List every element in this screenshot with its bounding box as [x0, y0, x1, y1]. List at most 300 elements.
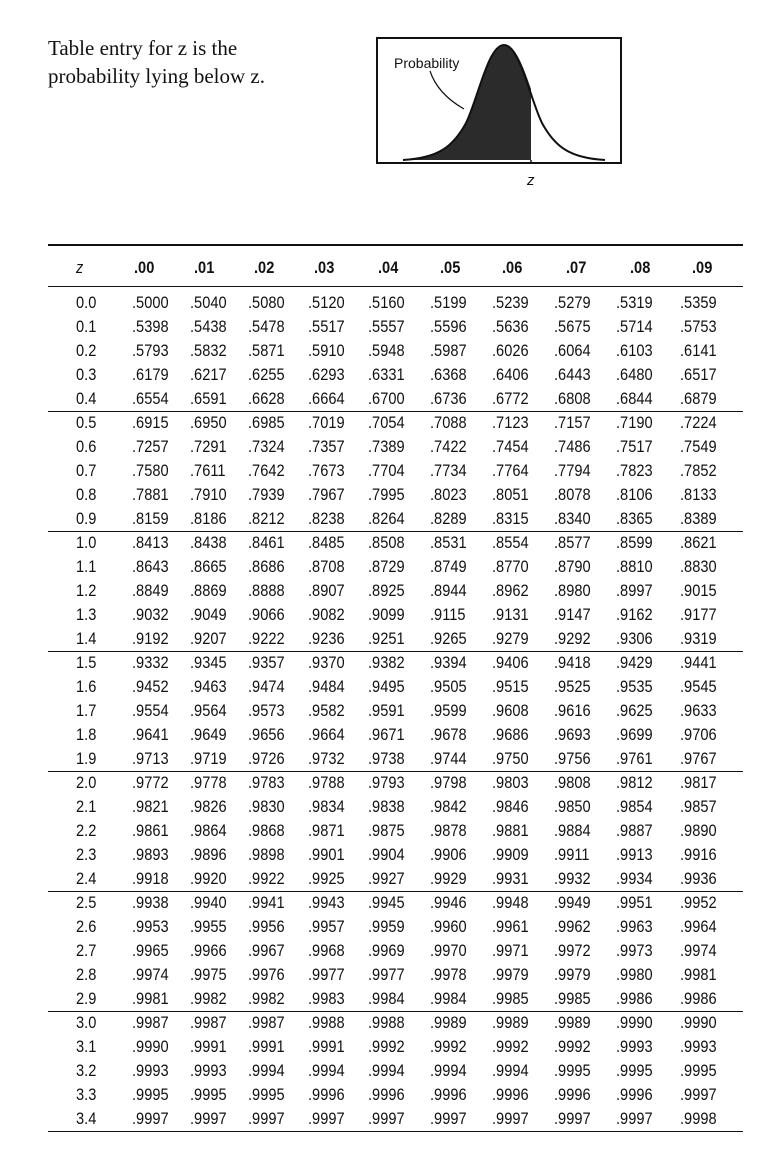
z-value-cell: 0.7	[76, 461, 97, 480]
probability-cell: .9920	[190, 869, 227, 888]
probability-cell: .8315	[492, 509, 529, 528]
probability-cell: .7823	[616, 461, 653, 480]
z-value-cell: 0.6	[76, 437, 97, 456]
probability-cell: .6844	[616, 389, 653, 408]
probability-cell: .7704	[368, 461, 405, 480]
z-value-cell: 2.6	[76, 917, 97, 936]
probability-cell: .9994	[308, 1061, 345, 1080]
probability-cell: .9370	[308, 653, 345, 672]
header-col: .07	[566, 258, 587, 277]
group-divider-rule	[48, 1011, 743, 1012]
probability-cell: .9838	[368, 797, 405, 816]
probability-cell: .9957	[308, 917, 345, 936]
probability-cell: .8770	[492, 557, 529, 576]
probability-cell: .9963	[616, 917, 653, 936]
probability-cell: .9960	[430, 917, 467, 936]
probability-cell: .9992	[368, 1037, 405, 1056]
probability-cell: .8186	[190, 509, 227, 528]
probability-cell: .9441	[680, 653, 717, 672]
probability-cell: .9993	[190, 1061, 227, 1080]
probability-cell: .9998	[680, 1109, 717, 1128]
probability-cell: .9981	[680, 965, 717, 984]
probability-cell: .5948	[368, 341, 405, 360]
probability-cell: .7422	[430, 437, 467, 456]
probability-cell: .9633	[680, 701, 717, 720]
probability-cell: .9991	[248, 1037, 285, 1056]
probability-cell: .8686	[248, 557, 285, 576]
probability-cell: .9177	[680, 605, 717, 624]
probability-cell: .9931	[492, 869, 529, 888]
probability-cell: .9996	[492, 1085, 529, 1104]
probability-cell: .9959	[368, 917, 405, 936]
probability-cell: .9406	[492, 653, 529, 672]
z-value-cell: 0.4	[76, 389, 97, 408]
probability-cell: .9162	[616, 605, 653, 624]
probability-cell: .9992	[430, 1037, 467, 1056]
probability-cell: .8531	[430, 533, 467, 552]
probability-cell: .9997	[190, 1109, 227, 1128]
probability-cell: .7881	[132, 485, 169, 504]
probability-cell: .9772	[132, 773, 169, 792]
probability-cell: .9463	[190, 677, 227, 696]
probability-cell: .8907	[308, 581, 345, 600]
probability-cell: .9997	[680, 1085, 717, 1104]
probability-cell: .9878	[430, 821, 467, 840]
probability-cell: .9961	[492, 917, 529, 936]
table-row	[48, 844, 743, 868]
probability-cell: .5910	[308, 341, 345, 360]
probability-cell: .7357	[308, 437, 345, 456]
probability-cell: .8708	[308, 557, 345, 576]
probability-cell: .9997	[248, 1109, 285, 1128]
z-value-cell: 1.3	[76, 605, 97, 624]
probability-cell: .9382	[368, 653, 405, 672]
table-row	[48, 532, 743, 556]
probability-cell: .6736	[430, 389, 467, 408]
probability-cell: .6517	[680, 365, 717, 384]
probability-cell: .8997	[616, 581, 653, 600]
probability-cell: .9625	[616, 701, 653, 720]
header-col: .01	[194, 258, 215, 277]
probability-cell: .9996	[554, 1085, 591, 1104]
table-row	[48, 988, 743, 1012]
probability-cell: .8508	[368, 533, 405, 552]
probability-cell: .9997	[430, 1109, 467, 1128]
probability-cell: .9997	[492, 1109, 529, 1128]
probability-cell: .9992	[492, 1037, 529, 1056]
probability-cell: .9989	[554, 1013, 591, 1032]
probability-cell: .6950	[190, 413, 227, 432]
probability-cell: .9991	[308, 1037, 345, 1056]
table-row	[48, 1012, 743, 1036]
probability-cell: .7389	[368, 437, 405, 456]
z-value-cell: 0.1	[76, 317, 97, 336]
probability-cell: .7764	[492, 461, 529, 480]
probability-cell: .5319	[616, 293, 653, 312]
probability-cell: .5438	[190, 317, 227, 336]
table-row	[48, 580, 743, 604]
z-value-cell: 2.3	[76, 845, 97, 864]
probability-cell: .8729	[368, 557, 405, 576]
z-value-cell: 0.9	[76, 509, 97, 528]
probability-cell: .8212	[248, 509, 285, 528]
probability-cell: .6664	[308, 389, 345, 408]
probability-cell: .9850	[554, 797, 591, 816]
probability-cell: .9986	[616, 989, 653, 1008]
probability-cell: .9906	[430, 845, 467, 864]
table-row	[48, 820, 743, 844]
probability-cell: .8106	[616, 485, 653, 504]
group-divider-rule	[48, 531, 743, 532]
probability-cell: .9969	[368, 941, 405, 960]
probability-cell: .8051	[492, 485, 529, 504]
probability-cell: .8023	[430, 485, 467, 504]
probability-cell: .9989	[430, 1013, 467, 1032]
probability-cell: .9997	[554, 1109, 591, 1128]
probability-cell: .9306	[616, 629, 653, 648]
probability-cell: .9032	[132, 605, 169, 624]
probability-cell: .9986	[680, 989, 717, 1008]
probability-cell: .9641	[132, 725, 169, 744]
probability-cell: .5517	[308, 317, 345, 336]
probability-cell: .9429	[616, 653, 653, 672]
table-caption	[48, 34, 368, 90]
table-row	[48, 604, 743, 628]
probability-cell: .9951	[616, 893, 653, 912]
table-header-row	[48, 250, 743, 284]
probability-cell: .8438	[190, 533, 227, 552]
probability-cell: .6700	[368, 389, 405, 408]
probability-cell: .9984	[368, 989, 405, 1008]
z-value-cell: 1.9	[76, 749, 97, 768]
probability-cell: .9997	[368, 1109, 405, 1128]
probability-cell: .6255	[248, 365, 285, 384]
probability-cell: .9525	[554, 677, 591, 696]
probability-cell: .9962	[554, 917, 591, 936]
probability-cell: .9995	[616, 1061, 653, 1080]
probability-cell: .8389	[680, 509, 717, 528]
header-col: .02	[254, 258, 275, 277]
z-value-cell: 2.1	[76, 797, 97, 816]
probability-cell: .8133	[680, 485, 717, 504]
probability-cell: .9554	[132, 701, 169, 720]
probability-cell: .9994	[368, 1061, 405, 1080]
table-header-rule	[48, 286, 743, 287]
table-row	[48, 676, 743, 700]
probability-cell: .9846	[492, 797, 529, 816]
probability-cell: .8264	[368, 509, 405, 528]
probability-cell: .9821	[132, 797, 169, 816]
probability-cell: .8078	[554, 485, 591, 504]
probability-cell: .7190	[616, 413, 653, 432]
probability-cell: .9812	[616, 773, 653, 792]
z-value-cell: 2.4	[76, 869, 97, 888]
z-value-cell: 2.9	[76, 989, 97, 1008]
probability-cell: .9987	[190, 1013, 227, 1032]
probability-cell: .9756	[554, 749, 591, 768]
probability-cell: .7794	[554, 461, 591, 480]
probability-cell: .9993	[132, 1061, 169, 1080]
probability-cell: .9982	[190, 989, 227, 1008]
probability-cell: .9693	[554, 725, 591, 744]
probability-cell: .6217	[190, 365, 227, 384]
probability-cell: .8869	[190, 581, 227, 600]
z-value-cell: 0.3	[76, 365, 97, 384]
header-col: .04	[378, 258, 399, 277]
probability-cell: .9992	[554, 1037, 591, 1056]
probability-cell: .9943	[308, 893, 345, 912]
probability-cell: .9192	[132, 629, 169, 648]
z-value-cell: 3.2	[76, 1061, 97, 1080]
z-value-cell: 2.0	[76, 773, 97, 792]
probability-cell: .5359	[680, 293, 717, 312]
probability-cell: .6879	[680, 389, 717, 408]
probability-cell: .9887	[616, 821, 653, 840]
probability-cell: .9974	[132, 965, 169, 984]
caption-line-2: probability lying below z.	[48, 64, 265, 88]
probability-cell: .9964	[680, 917, 717, 936]
probability-cell: .9591	[368, 701, 405, 720]
probability-cell: .8577	[554, 533, 591, 552]
probability-cell: .9573	[248, 701, 285, 720]
probability-cell: .9319	[680, 629, 717, 648]
probability-cell: .9115	[430, 605, 466, 624]
table-row	[48, 556, 743, 580]
probability-cell: .9871	[308, 821, 345, 840]
probability-cell: .9545	[680, 677, 717, 696]
probability-cell: .9929	[430, 869, 467, 888]
probability-cell: .8888	[248, 581, 285, 600]
probability-cell: .8159	[132, 509, 169, 528]
probability-cell: .5120	[308, 293, 345, 312]
probability-cell: .9671	[368, 725, 405, 744]
probability-cell: .6808	[554, 389, 591, 408]
probability-cell: .9994	[492, 1061, 529, 1080]
table-row	[48, 412, 743, 436]
probability-cell: .5636	[492, 317, 529, 336]
table-row	[48, 364, 743, 388]
probability-cell: .9955	[190, 917, 227, 936]
probability-cell: .9982	[248, 989, 285, 1008]
probability-pointer	[430, 71, 464, 109]
probability-cell: .9207	[190, 629, 227, 648]
probability-cell: .9967	[248, 941, 285, 960]
probability-cell: .5987	[430, 341, 467, 360]
table-row	[48, 508, 743, 532]
probability-cell: .7910	[190, 485, 227, 504]
probability-cell: .8485	[308, 533, 345, 552]
probability-cell: .7580	[132, 461, 169, 480]
probability-cell: .7088	[430, 413, 467, 432]
probability-cell: .9977	[368, 965, 405, 984]
probability-cell: .7852	[680, 461, 717, 480]
probability-cell: .9893	[132, 845, 169, 864]
probability-cell: .9049	[190, 605, 227, 624]
probability-cell: .5000	[132, 293, 169, 312]
probability-cell: .9738	[368, 749, 405, 768]
probability-cell: .7019	[308, 413, 345, 432]
probability-cell: .8643	[132, 557, 169, 576]
probability-cell: .8962	[492, 581, 529, 600]
probability-cell: .6026	[492, 341, 529, 360]
probability-cell: .5753	[680, 317, 717, 336]
probability-cell: .5160	[368, 293, 405, 312]
probability-cell: .9994	[430, 1061, 467, 1080]
probability-cell: .5279	[554, 293, 591, 312]
probability-cell: .9418	[554, 653, 591, 672]
probability-cell: .9974	[680, 941, 717, 960]
probability-cell: .6772	[492, 389, 529, 408]
z-value-cell: 0.2	[76, 341, 97, 360]
probability-cell: .9972	[554, 941, 591, 960]
probability-cell: .8944	[430, 581, 467, 600]
z-value-cell: 1.5	[76, 653, 97, 672]
probability-cell: .9997	[308, 1109, 345, 1128]
normal-curve-figure	[376, 37, 622, 164]
probability-cell: .9941	[248, 893, 285, 912]
table-row	[48, 388, 743, 412]
probability-cell: .9279	[492, 629, 529, 648]
table-row	[48, 316, 743, 340]
probability-cell: .8810	[616, 557, 653, 576]
probability-cell: .7642	[248, 461, 285, 480]
probability-cell: .8925	[368, 581, 405, 600]
probability-cell: .5793	[132, 341, 169, 360]
z-value-cell: 0.5	[76, 413, 97, 432]
probability-cell: .9599	[430, 701, 467, 720]
z-value-cell: 3.3	[76, 1085, 97, 1104]
probability-cell: .5478	[248, 317, 285, 336]
probability-cell: .9222	[248, 629, 285, 648]
header-col: .09	[692, 258, 713, 277]
probability-cell: .7224	[680, 413, 717, 432]
probability-cell: .7549	[680, 437, 717, 456]
probability-cell: .7967	[308, 485, 345, 504]
z-value-cell: 2.2	[76, 821, 97, 840]
probability-cell: .9997	[132, 1109, 169, 1128]
probability-cell: .9082	[308, 605, 345, 624]
probability-cell: .8340	[554, 509, 591, 528]
probability-cell: .7734	[430, 461, 467, 480]
probability-cell: .9884	[554, 821, 591, 840]
probability-cell: .9808	[554, 773, 591, 792]
probability-cell: .9968	[308, 941, 345, 960]
probability-cell: .9345	[190, 653, 227, 672]
table-row	[48, 628, 743, 652]
probability-cell: .9854	[616, 797, 653, 816]
probability-cell: .9983	[308, 989, 345, 1008]
probability-cell: .9357	[248, 653, 285, 672]
probability-cell: .9913	[616, 845, 653, 864]
table-row	[48, 892, 743, 916]
table-row	[48, 652, 743, 676]
probability-cell: .9922	[248, 869, 285, 888]
probability-cell: .9989	[492, 1013, 529, 1032]
z-value-cell: 3.0	[76, 1013, 97, 1032]
probability-cell: .9918	[132, 869, 169, 888]
probability-cell: .9864	[190, 821, 227, 840]
probability-cell: .9842	[430, 797, 467, 816]
probability-cell: .9911	[554, 845, 590, 864]
probability-cell: .9608	[492, 701, 529, 720]
probability-cell: .6179	[132, 365, 169, 384]
probability-cell: .5714	[616, 317, 653, 336]
probability-cell: .9788	[308, 773, 345, 792]
probability-cell: .9979	[554, 965, 591, 984]
probability-cell: .9973	[616, 941, 653, 960]
probability-cell: .9985	[492, 989, 529, 1008]
probability-cell: .9948	[492, 893, 529, 912]
probability-cell: .9744	[430, 749, 467, 768]
probability-cell: .7291	[190, 437, 227, 456]
header-z: z	[76, 258, 84, 277]
probability-cell: .8413	[132, 533, 169, 552]
z-value-cell: 3.4	[76, 1109, 97, 1128]
probability-cell: .9934	[616, 869, 653, 888]
probability-cell: .9505	[430, 677, 467, 696]
probability-cell: .8749	[430, 557, 467, 576]
table-row	[48, 916, 743, 940]
probability-cell: .8790	[554, 557, 591, 576]
probability-cell: .9699	[616, 725, 653, 744]
probability-cell: .9495	[368, 677, 405, 696]
z-value-cell: 1.2	[76, 581, 97, 600]
probability-cell: .7486	[554, 437, 591, 456]
probability-cell: .9990	[132, 1037, 169, 1056]
probability-cell: .9946	[430, 893, 467, 912]
probability-cell: .9778	[190, 773, 227, 792]
probability-cell: .9649	[190, 725, 227, 744]
probability-cell: .8554	[492, 533, 529, 552]
z-value-cell: 1.1	[76, 557, 97, 576]
probability-cell: .9990	[680, 1013, 717, 1032]
probability-cell: .5832	[190, 341, 227, 360]
probability-cell: .9909	[492, 845, 529, 864]
probability-cell: .9582	[308, 701, 345, 720]
probability-cell: .9826	[190, 797, 227, 816]
z-value-cell: 2.5	[76, 893, 97, 912]
table-row	[48, 796, 743, 820]
probability-cell: .9970	[430, 941, 467, 960]
probability-cell: .7517	[616, 437, 653, 456]
z-value-cell: 1.0	[76, 533, 97, 552]
probability-cell: .9868	[248, 821, 285, 840]
probability-cell: .8980	[554, 581, 591, 600]
probability-cell: .5675	[554, 317, 591, 336]
probability-cell: .9978	[430, 965, 467, 984]
probability-cell: .9966	[190, 941, 227, 960]
group-divider-rule	[48, 411, 743, 412]
z-value-cell: 2.8	[76, 965, 97, 984]
probability-cell: .9099	[368, 605, 405, 624]
probability-cell: .6368	[430, 365, 467, 384]
table-bottom-rule	[48, 1131, 743, 1132]
probability-cell: .9952	[680, 893, 717, 912]
probability-cell: .9332	[132, 653, 169, 672]
probability-cell: .9945	[368, 893, 405, 912]
probability-cell: .9927	[368, 869, 405, 888]
probability-cell: .5398	[132, 317, 169, 336]
table-row	[48, 484, 743, 508]
probability-cell: .9995	[190, 1085, 227, 1104]
probability-cell: .9896	[190, 845, 227, 864]
probability-cell: .9997	[616, 1109, 653, 1128]
table-row	[48, 292, 743, 316]
probability-cell: .9975	[190, 965, 227, 984]
probability-cell: .9993	[680, 1037, 717, 1056]
probability-cell: .7995	[368, 485, 405, 504]
probability-cell: .9991	[190, 1037, 227, 1056]
